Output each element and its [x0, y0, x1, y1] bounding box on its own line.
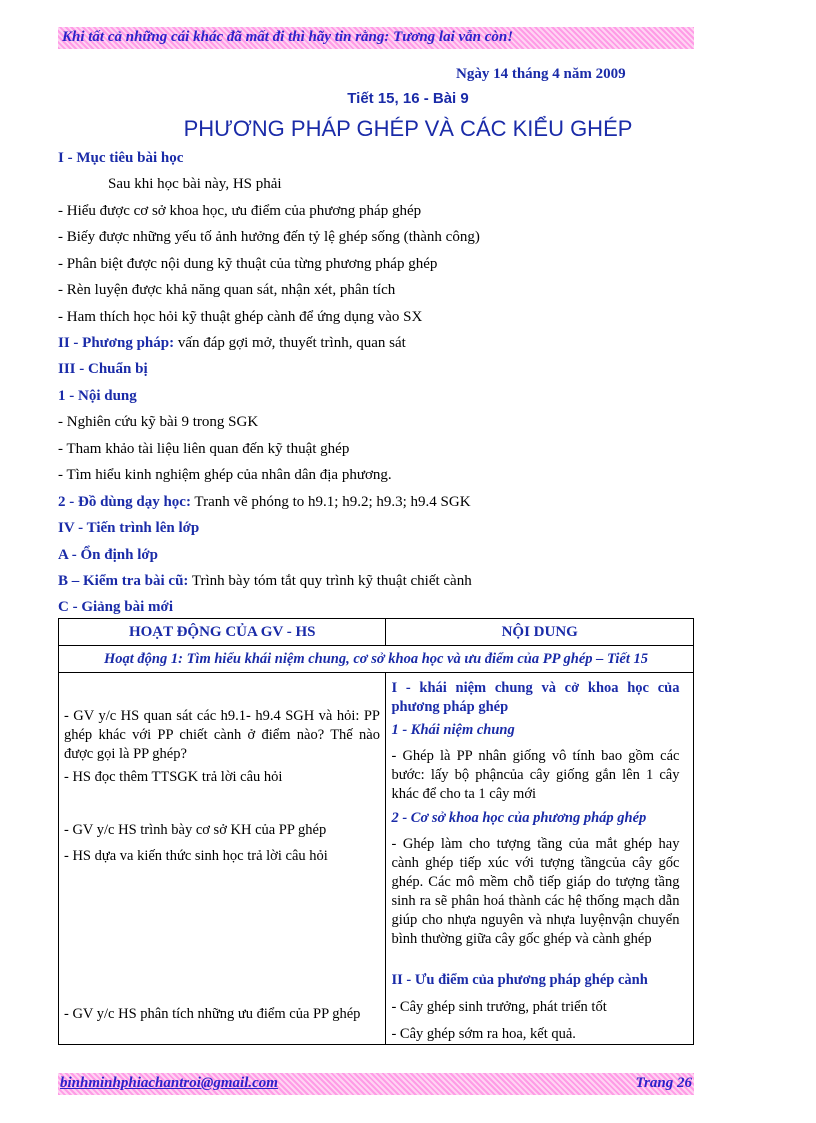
materials-text: Tranh vẽ phóng to h9.1; h9.2; h9.3; h9.4 SGK: [190, 494, 471, 510]
content-text: - Ghép làm cho tượng tầng của mắt ghép hay cành ghép tiếp xúc với tượng tầngcủa cây gốc ghép. Các mô mềm chỗ tiếp giáp do tượng tầng sinh ra sẽ phân hoá thành các hệ thống mạch dẫn giúp cho nhựa nguyên và nhựa luyệnvận chuyển bình thường giữa cây gốc ghép và cành ghép: [391, 836, 680, 947]
prep-content-item: - Tìm hiểu kinh nghiệm ghép của nhân dân địa phương.: [58, 467, 392, 483]
table-body-row: [59, 673, 694, 1045]
content-text: - Cây ghép sớm ra hoa, kết quả.: [391, 1026, 576, 1042]
content-heading: I - khái niệm chung và cở khoa học của phương pháp ghép: [391, 680, 680, 715]
activity-text: - HS đọc thêm TTSGK trả lời câu hỏi: [64, 769, 283, 785]
section-procedure-title: IV - Tiến trình lên lớp: [58, 520, 200, 536]
objective-item: - Hiểu được cơ sở khoa học, ưu điểm của phương pháp ghép: [58, 203, 422, 219]
prep-content-title: 1 - Nội dung: [58, 388, 137, 404]
col-activities-header: HOẠT ĐỘNG CỦA GV - HS: [59, 619, 386, 646]
procedure-c-title: C - Giảng bài mới: [58, 599, 173, 615]
header-quote: Khi tất cả những cái khác đã mất đi thì hãy tin rằng: Tương lai vẫn còn!: [62, 29, 514, 45]
prep-content-item: - Tham khảo tài liệu liên quan đến kỹ thuật ghép: [58, 441, 350, 457]
content-subheading: 1 - Khái niệm chung: [391, 722, 515, 738]
lesson-number: Tiết 15, 16 - Bài 9: [347, 90, 469, 107]
objectives-intro: Sau khi học bài này, HS phải: [108, 176, 282, 192]
lesson-date: Ngày 14 tháng 4 năm 2009: [456, 66, 626, 82]
activity-row: [59, 646, 694, 673]
prep-materials: [58, 494, 471, 511]
col-content-header: NỘI DUNG: [386, 619, 694, 646]
content-heading: II - Ưu điểm của phương pháp ghép cành: [391, 972, 648, 988]
content-cell: [386, 673, 694, 1045]
activity-text: - GV y/c HS trình bày cơ sở KH của PP ghép: [64, 822, 327, 838]
activity-1-heading: Hoạt động 1: Tìm hiểu khái niệm chung, cơ sở khoa học và ưu điểm của PP ghép – Tiết 15: [59, 646, 694, 673]
objective-item: - Biếy được những yếu tố ảnh hưởng đến tỷ lệ ghép sống (thành công): [58, 229, 480, 245]
activity-text: - GV y/c HS phân tích những ưu điểm của PP ghép: [64, 1006, 361, 1022]
table-header-row: [59, 619, 694, 646]
activity-text: - HS dựa va kiến thức sinh học trả lời câu hỏi: [64, 848, 328, 864]
method-text: vấn đáp gợi mở, thuyết trình, quan sát: [174, 335, 406, 351]
review-text: Trình bày tóm tắt quy trình kỹ thuật chiết cành: [188, 573, 472, 589]
objective-item: - Rèn luyện được khả năng quan sát, nhận xét, phân tích: [58, 282, 396, 298]
footer-band: [58, 1073, 694, 1095]
objective-item: - Ham thích học hỏi kỹ thuật ghép cành để ứng dụng vào SX: [58, 309, 423, 325]
page-title: PHƯƠNG PHÁP GHÉP VÀ CÁC KIỂU GHÉP: [183, 116, 633, 141]
activity-text: - GV y/c HS quan sát các h9.1- h9.4 SGH và hỏi: PP ghép khác với PP chiết cành ở điểm nào? Thế nào được gọi là PP ghép?: [64, 708, 380, 762]
content-text: - Cây ghép sinh trưởng, phát triển tốt: [391, 999, 607, 1015]
lesson-table: [58, 618, 694, 1045]
method-label: II - Phương pháp:: [58, 335, 175, 351]
content-subheading: 2 - Cơ sở khoa học của phương pháp ghép: [391, 810, 647, 826]
materials-label: 2 - Đồ dùng dạy học:: [58, 494, 191, 510]
review-label: B – Kiểm tra bài cũ:: [58, 573, 189, 589]
footer-email-link[interactable]: binhminhphiachantroi@gmail.com: [60, 1075, 278, 1091]
section-objectives-title: I - Mục tiêu bài học: [58, 150, 184, 166]
procedure-a-title: A - Ổn định lớp: [58, 547, 159, 563]
objective-item: - Phân biệt được nội dung kỹ thuật của từng phương pháp ghép: [58, 256, 438, 272]
procedure-b: [58, 573, 472, 590]
section-method: [58, 335, 406, 352]
prep-content-item: - Nghiên cứu kỹ bài 9 trong SGK: [58, 414, 259, 430]
activities-cell: [59, 673, 386, 1045]
page-number: Trang 26: [635, 1075, 692, 1091]
content-text: - Ghép là PP nhân giống vô tính bao gồm các bước: lấy bộ phậncủa cây giống gắn lên 1 cây khác để cho ta 1 cây mới: [391, 748, 680, 802]
section-prep-title: III - Chuẩn bị: [58, 361, 148, 377]
top-quote-band: [58, 27, 694, 49]
